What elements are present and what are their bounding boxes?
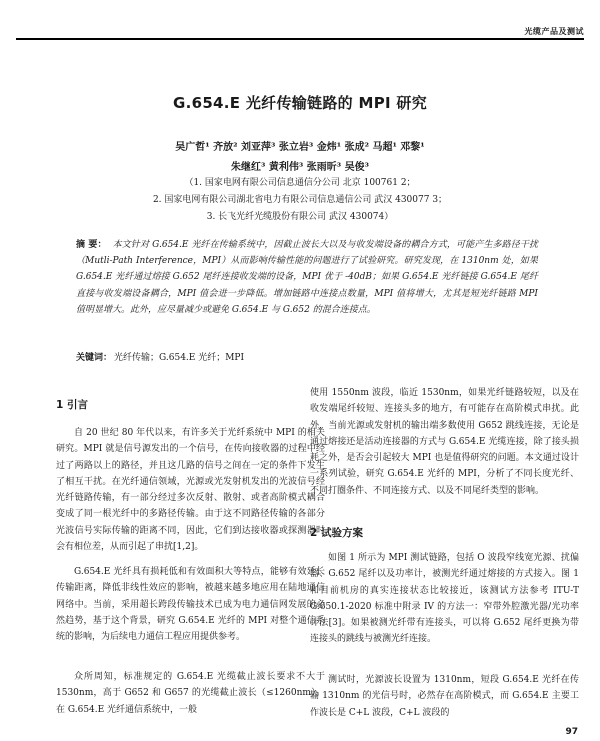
paper-title: G.654.E 光纤传输链路的 MPI 研究 — [172, 94, 428, 112]
abstract-text: 本文针对 G.654.E 光纤在传输系统中，因截止波长大以及与收发端设备的耦合方式，可能产生多路径干扰（Mutli-Path Interference，MPI）从而影响传输性能的问题进行了试验研究。研究发现，在 1310nm 处，如果 G.654.E 光纤通过熔接 G.652 尾纤连接收发端的设备，MPI 优于 -40dB；如果 G.654.E 光纤链接 G.654.E 尾纤直接与收发端设备耦合，MPI 值会进一步降低。增加链路中连接点数量，MPI 值将增大，尤其是短光纤链路 MPI 值明显增大。此外，应尽量减少或避免 G.654.E 与 G.652 的混合连接点。 — [76, 240, 538, 315]
section-tag: 光缆产品及测试 — [524, 27, 584, 36]
keywords — [76, 351, 538, 365]
header-rule — [16, 38, 584, 40]
intro-continuation: 使用 1550nm 波段，临近 1530nm，如果光纤链路较短，以及在收发端尾纤较短、连接头多的地方，有可能存在高阶模式串扰。此外，当前光源或发射机的输出端多数使用 G652 跳线连接，无论是通过熔接还是活动连接器的方式与 G.654.E 光缆连接，除了接头损耗之外，是否会引起较大 MPI 也是值得研究的问题。本文通过设计一系列试验，研究 G.654.E 光纤的 MPI，分析了不同长度光纤、不同打圈条件、不同连接方式、以及不同尾纤类型的影响。 — [310, 388, 579, 496]
section-heading-intro: 1 引言 — [56, 399, 88, 411]
authors-line-1: 吴广哲¹ 齐放² 刘亚萍³ 张立岩³ 金炜¹ 张成² 马超¹ 邓黎¹ — [175, 142, 425, 153]
running-header — [16, 0, 584, 40]
scheme-paragraph-1: 如图 1 所示为 MPI 测试链路，包括 O 波段窄线宽光源、扰偏器、G.652 尾纤以及功率计，被测光纤通过熔接的方式接入。图 1 和目前机房的真实连接状态比较接近，该测试方法参考 ITU-T G.650.1-2020 标准中附录 IV 的方法一：窄带外腔激光器/光功率计法[3]。如果被测光纤带有连接头，可以将 G.652 尾纤更换为带连接头的跳线与被测光纤连接。 — [310, 553, 579, 645]
section-heading-scheme: 2 试验方案 — [310, 527, 363, 539]
page-number: 97 — [565, 727, 578, 737]
abstract — [76, 237, 538, 318]
keywords-text: 光纤传输；G.654.E 光纤；MPI — [114, 353, 245, 363]
authors-line-2: 朱继红³ 黄利伟³ 张雨昕³ 吴俊³ — [231, 162, 369, 173]
affiliation-2: 2. 国家电网有限公司湖北省电力有限公司信息通信公司 武汉 430077 3； — [152, 195, 448, 205]
abstract-label: 摘 要： — [76, 240, 107, 250]
affiliation-3: 3. 长飞光纤光缆股份有限公司 武汉 430074） — [206, 212, 394, 222]
intro-paragraph-1: 自 20 世纪 80 年代以来，有许多关于光纤系统中 MPI 的相关研究。MPI 就是信号源发出的一个信号，在传向接收器的过程中经过了两路以上的路径，并且这几路的信号之间在一定的条件下发生了相互干扰。在光纤通信领域，光源或光发射机发出的光波信号经光纤链路传输，有一部分经过多次反射、散射、或者高阶模式耦合变成了同一根光纤中的多路径传输。由于这不同路径传输的各部分光波信号实际传输的距离不同，因此，它们到达接收器或探测器时会有相位差，从而引起了串扰[1,2]。 — [56, 428, 325, 553]
intro-paragraph-2: G.654.E 光纤具有损耗低和有效面积大等特点，能够有效延长传输距离，降低非线性效应的影响，被越来越多地应用在陆地通信网络中。当前，采用超长跨段传输技术已成为电力通信网发展的必然趋势，基于这个背景，研究 G.654.E 光纤的 MPI 对整个通信系统的影响，为后续电力通信工程应用提供参考。 — [56, 567, 325, 643]
intro-paragraph-3: 众所周知，标准规定的 G.654.E 光缆截止波长要求不大于 1530nm，高于 G652 和 G657 的光缆截止波长（≤1260nm）。在 G.654.E 光纤通信系统中，一般 — [56, 672, 325, 715]
affiliation-1: （1. 国家电网有限公司信息通信分公司 北京 100761 2； — [184, 178, 416, 188]
keywords-label: 关键词： — [76, 353, 113, 363]
scheme-paragraph-2: 测试时，光源波长设置为 1310nm，短段 G.654.E 光纤在传输 1310nm 的光信号时，必然存在高阶模式，而 G.654.E 主要工作波长是 C+L 波段，C+L 波段的 — [310, 675, 579, 718]
